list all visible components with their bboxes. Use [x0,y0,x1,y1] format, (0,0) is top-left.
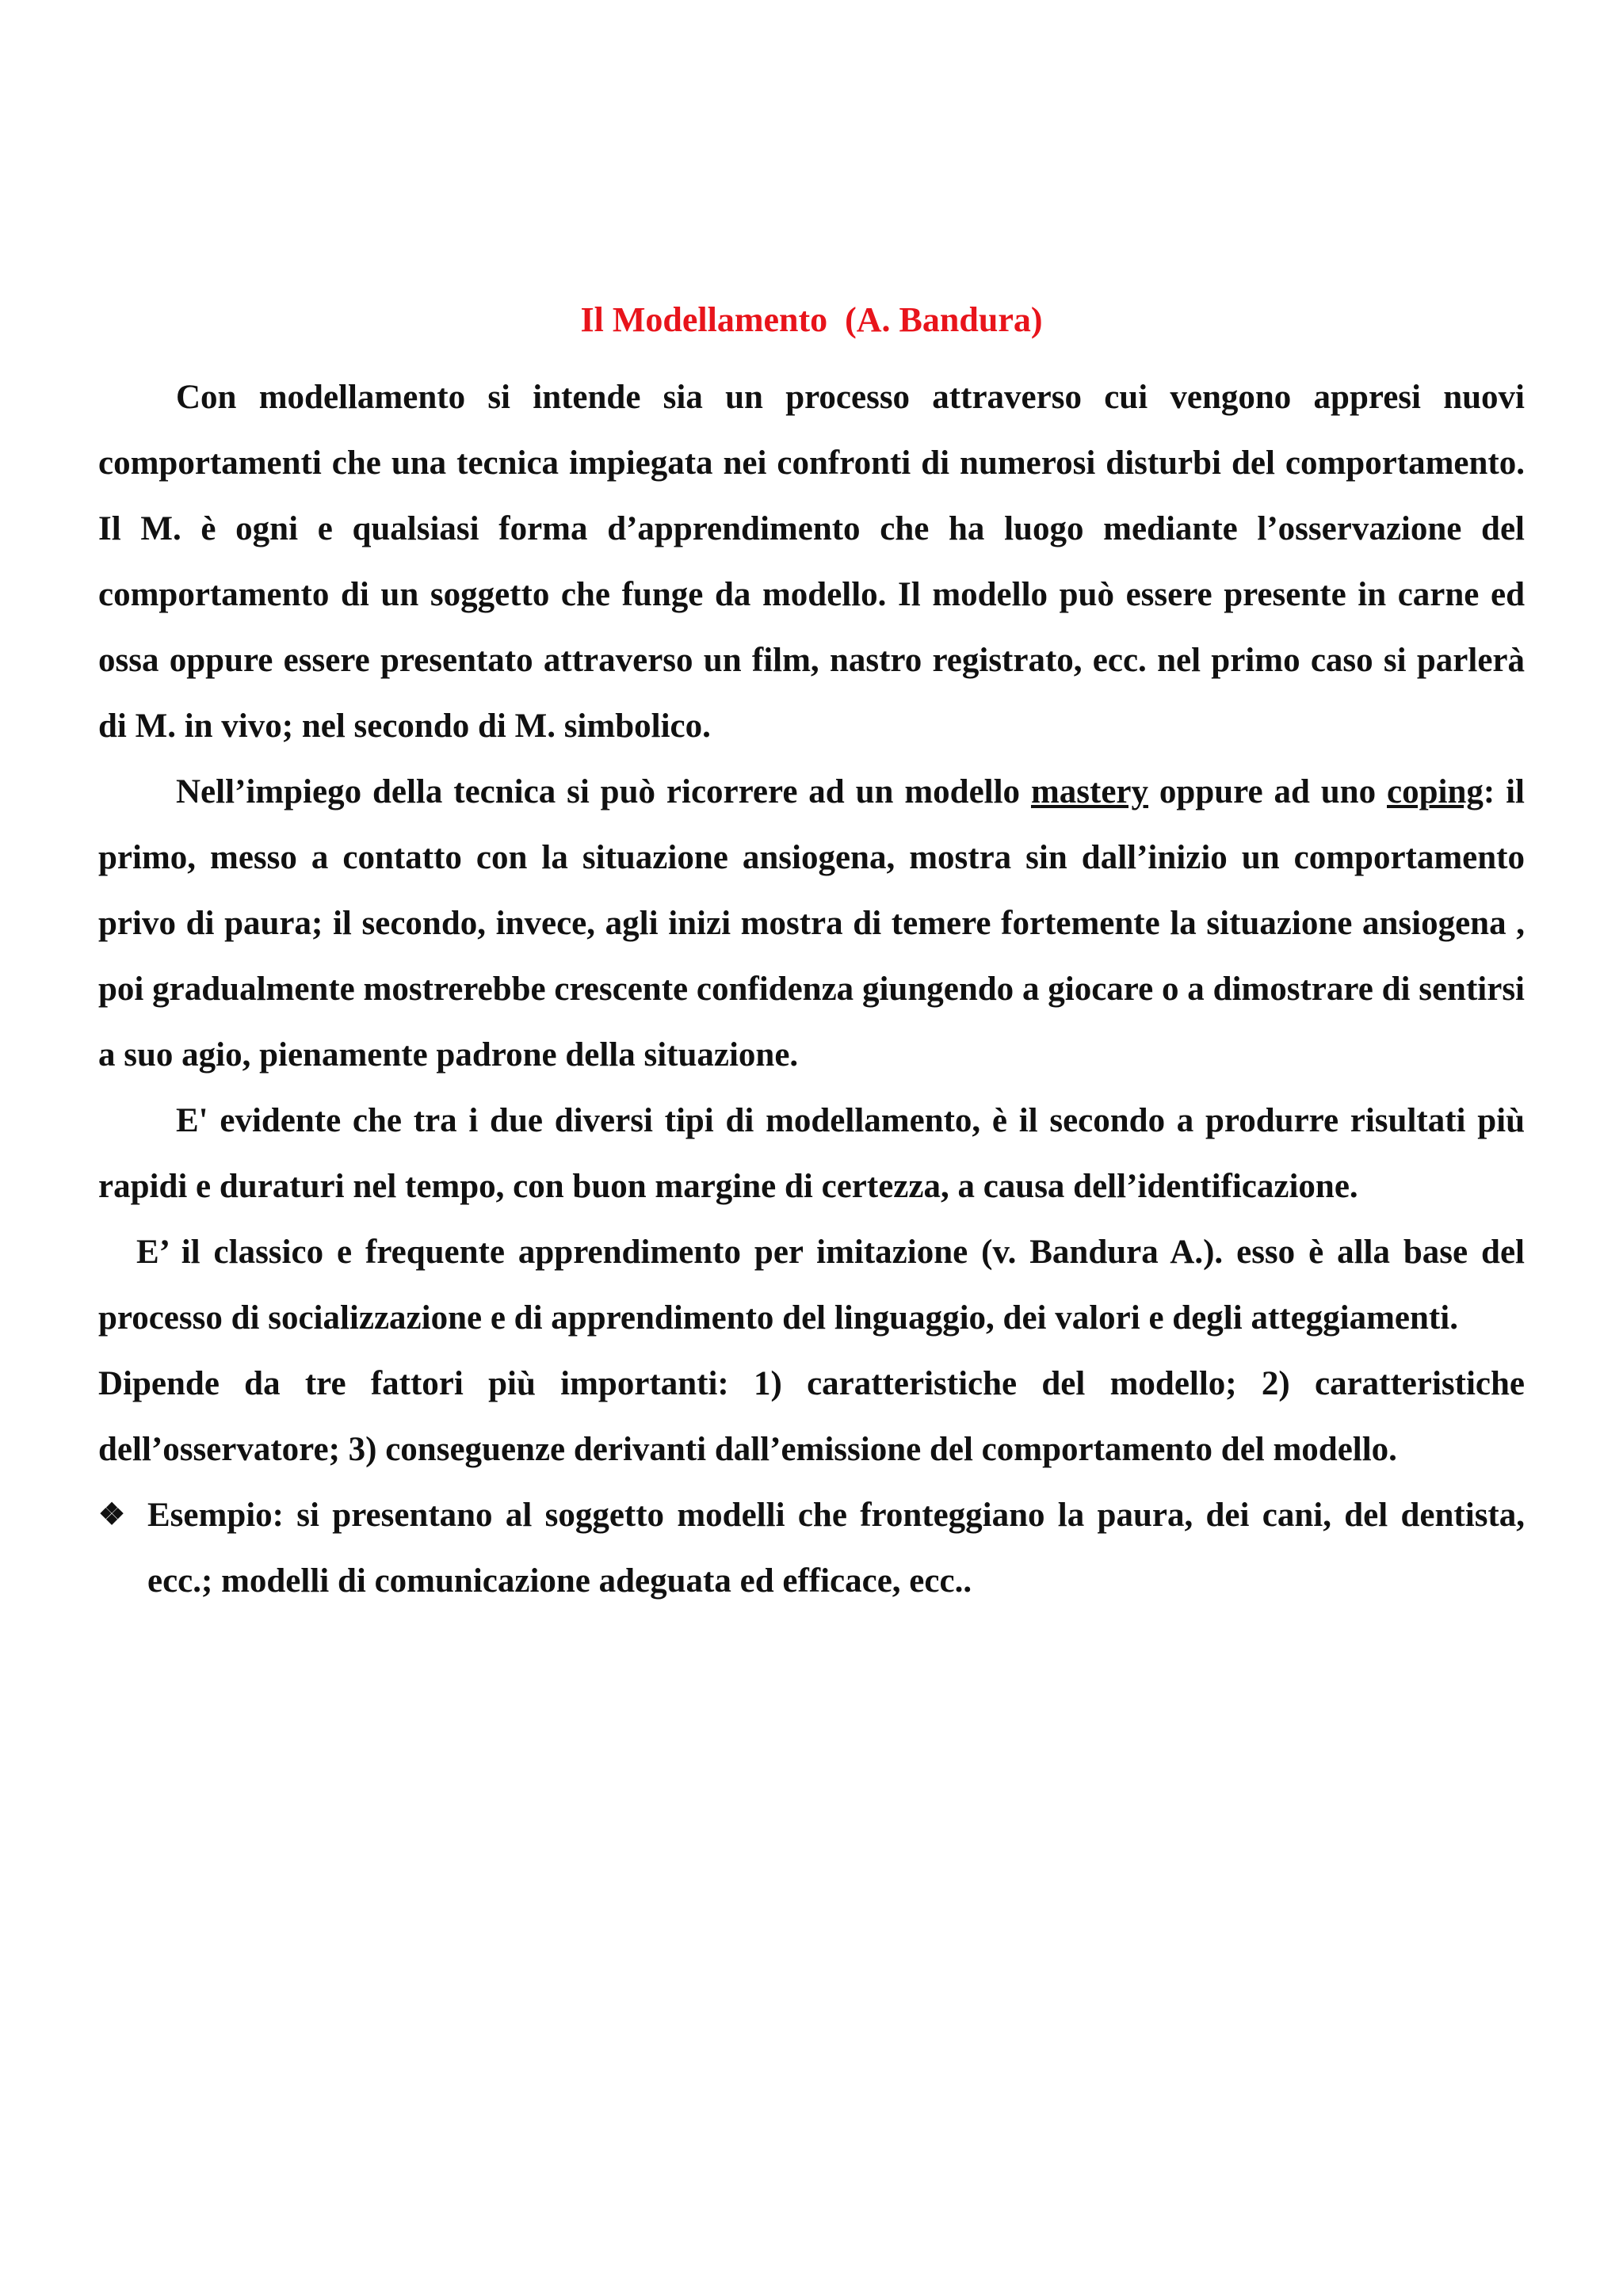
paragraph-text: Nell’impiego della tecnica si può ricorrere ad un modello [176,773,1031,810]
document-body [98,364,1525,1614]
paragraph-mastery-coping [98,759,1525,1088]
document-title: Il Modellamento (A. Bandura) [580,300,1043,339]
paragraph-imitation: E’ il classico e frequente apprendimento per imitazione (v. Bandura A.). esso è alla base del processo di socializzazione e di apprendimento del linguaggio, dei valori e degli atteggiamenti. [98,1234,1525,1337]
paragraph-factors: Dipende da tre fattori più importanti: 1) caratteristiche del modello; 2) caratteristiche dell’osservatore; 3) conseguenze derivanti dall’emissione del comportamento del modello. [98,1365,1525,1468]
paragraph-text: oppure ad uno [1148,773,1387,810]
example-text: Esempio: si presentano al soggetto modelli che fronteggiano la paura, dei cani, del dentista, ecc.; modelli di comunicazione adeguata ed efficace, ecc.. [147,1497,1525,1600]
term-coping: coping [1387,773,1484,810]
term-mastery: mastery [1030,773,1149,810]
diamond-bullet-icon: ❖ [98,1498,126,1531]
document-page [98,299,1525,1614]
paragraph-definition: Con modellamento si intende sia un processo attraverso cui vengono appresi nuovi comportamenti che una tecnica impiegata nei confronti di numerosi disturbi del comportamento. Il M. è ogni e qualsiasi forma d’apprendimento che ha luogo mediante l’osservazione del comportamento di un soggetto che funge da modello. Il modello può essere presente in carne ed ossa oppure essere presentato attraverso un film, nastro registrato, ecc. nel primo caso si parlerà di M. in vivo; nel secondo di M. simbolico. [98,379,1525,745]
paragraph-comparison: E' evidente che tra i due diversi tipi di modellamento, è il secondo a produrre risultati più rapidi e duraturi nel tempo, con buon margine di certezza, a causa dell’identificazione. [98,1102,1525,1205]
example-list-item [98,1482,1525,1614]
paragraph-text: : il primo, messo a contatto con la situazione ansiogena, mostra sin dall’inizio un comportamento privo di paura; il secondo, invece, agli inizi mostra di temere fortemente la situazione ansiogena , poi gradualmente mostrerebbe crescente confidenza giungendo a giocare o a dimostrare di sentirsi a suo agio, pienamente padrone della situazione. [98,773,1525,1074]
